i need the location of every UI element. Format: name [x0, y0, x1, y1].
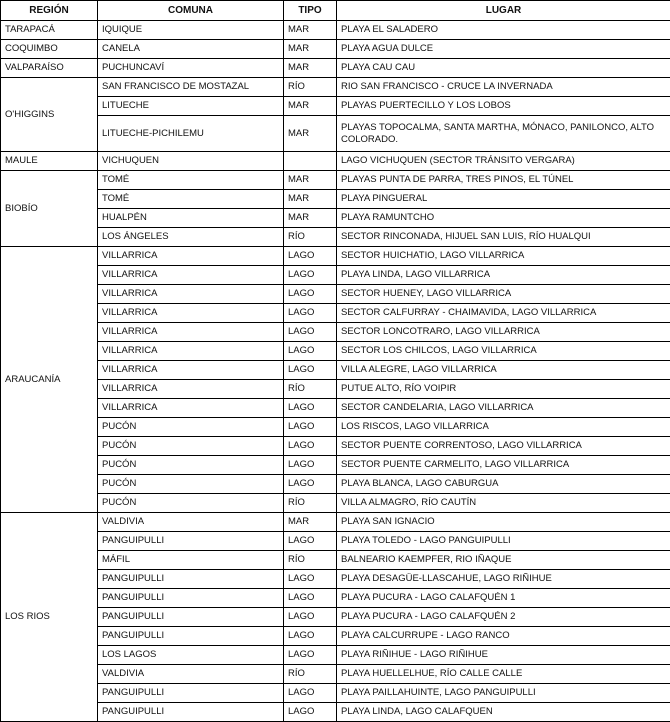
lugar-cell: PLAYA CAU CAU: [337, 59, 670, 78]
comuna-cell: PANGUIPULLI: [98, 570, 284, 589]
table-row: [1, 361, 670, 380]
tipo-cell: RÍO: [284, 665, 337, 684]
region-cell: VALPARAÍSO: [1, 59, 98, 78]
comuna-cell: HUALPÉN: [98, 209, 284, 228]
lugar-cell: PLAYA PINGUERAL: [337, 190, 670, 209]
header-lugar: LUGAR: [337, 1, 670, 21]
tipo-cell: LAGO: [284, 532, 337, 551]
table-row: [1, 304, 670, 323]
lugar-cell: LAGO VICHUQUEN (SECTOR TRÁNSITO VERGARA): [337, 152, 670, 171]
table-row: [1, 703, 670, 722]
table-row: [1, 285, 670, 304]
tipo-cell: LAGO: [284, 703, 337, 722]
lugar-cell: PLAYA BLANCA, LAGO CABURGUA: [337, 475, 670, 494]
table-row: [1, 342, 670, 361]
tipo-cell: LAGO: [284, 437, 337, 456]
lugar-cell: PLAYA LINDA, LAGO VILLARRICA: [337, 266, 670, 285]
table-row: [1, 247, 670, 266]
lugar-cell: PLAYAS TOPOCALMA, SANTA MARTHA, MÓNACO, PANILONCO, ALTO COLORADO.: [337, 116, 670, 152]
comuna-cell: PUCHUNCAVÍ: [98, 59, 284, 78]
comuna-cell: LITUECHE: [98, 97, 284, 116]
table-row: [1, 627, 670, 646]
tipo-cell: [284, 152, 337, 171]
lugar-cell: PLAYA HUELLELHUE, RÍO CALLE CALLE: [337, 665, 670, 684]
comuna-cell: CANELA: [98, 40, 284, 59]
region-cell: COQUIMBO: [1, 40, 98, 59]
lugar-cell: SECTOR CALFURRAY - CHAIMAVIDA, LAGO VILLARRICA: [337, 304, 670, 323]
table-row: [1, 152, 670, 171]
comuna-cell: IQUIQUE: [98, 21, 284, 40]
comuna-cell: VILLARRICA: [98, 342, 284, 361]
comuna-cell: PANGUIPULLI: [98, 627, 284, 646]
region-cell: TARAPACÁ: [1, 21, 98, 40]
lugar-cell: SECTOR PUENTE CORRENTOSO, LAGO VILLARRICA: [337, 437, 670, 456]
tipo-cell: MAR: [284, 209, 337, 228]
table-row: [1, 97, 670, 116]
tipo-cell: LAGO: [284, 304, 337, 323]
lugar-cell: SECTOR LONCOTRARO, LAGO VILLARRICA: [337, 323, 670, 342]
lugar-cell: PLAYAS PUNTA DE PARRA, TRES PINOS, EL TÚNEL: [337, 171, 670, 190]
comuna-cell: TOMÉ: [98, 171, 284, 190]
tipo-cell: MAR: [284, 59, 337, 78]
tipo-cell: LAGO: [284, 589, 337, 608]
lugar-cell: SECTOR CANDELARIA, LAGO VILLARRICA: [337, 399, 670, 418]
comuna-cell: VILLARRICA: [98, 361, 284, 380]
comuna-cell: VILLARRICA: [98, 399, 284, 418]
comuna-cell: MÁFIL: [98, 551, 284, 570]
tipo-cell: MAR: [284, 171, 337, 190]
tipo-cell: RÍO: [284, 551, 337, 570]
tipo-cell: LAGO: [284, 646, 337, 665]
table-row: [1, 190, 670, 209]
table-row: [1, 323, 670, 342]
lugar-cell: PLAYAS PUERTECILLO Y LOS LOBOS: [337, 97, 670, 116]
comuna-cell: PUCÓN: [98, 456, 284, 475]
table-row: [1, 589, 670, 608]
lugar-cell: SECTOR RINCONADA, HIJUEL SAN LUIS, RÍO HUALQUI: [337, 228, 670, 247]
table-row: [1, 59, 670, 78]
tipo-cell: LAGO: [284, 608, 337, 627]
table-body: [1, 21, 670, 722]
table-row: [1, 608, 670, 627]
comuna-cell: PANGUIPULLI: [98, 589, 284, 608]
table-row: [1, 513, 670, 532]
table-row: [1, 475, 670, 494]
comuna-cell: SAN FRANCISCO DE MOSTAZAL: [98, 78, 284, 97]
table-row: [1, 209, 670, 228]
lugar-cell: PLAYA RAMUNTCHO: [337, 209, 670, 228]
comuna-cell: PUCÓN: [98, 437, 284, 456]
comuna-cell: LOS LAGOS: [98, 646, 284, 665]
header-region: REGIÓN: [1, 1, 98, 21]
lugar-cell: PUTUE ALTO, RÍO VOIPIR: [337, 380, 670, 399]
lugar-cell: PLAYA EL SALADERO: [337, 21, 670, 40]
tipo-cell: LAGO: [284, 456, 337, 475]
comuna-cell: PANGUIPULLI: [98, 532, 284, 551]
comuna-cell: VILLARRICA: [98, 380, 284, 399]
tipo-cell: LAGO: [284, 285, 337, 304]
tipo-cell: LAGO: [284, 399, 337, 418]
table-row: [1, 551, 670, 570]
comuna-cell: LOS ÁNGELES: [98, 228, 284, 247]
comuna-cell: VILLARRICA: [98, 247, 284, 266]
lugar-cell: RIO SAN FRANCISCO - CRUCE LA INVERNADA: [337, 78, 670, 97]
comuna-cell: VALDIVIA: [98, 513, 284, 532]
table-row: [1, 532, 670, 551]
table-row: [1, 665, 670, 684]
tipo-cell: LAGO: [284, 684, 337, 703]
lugar-cell: VILLA ALEGRE, LAGO VILLARRICA: [337, 361, 670, 380]
tipo-cell: LAGO: [284, 247, 337, 266]
table-row: [1, 21, 670, 40]
table-row: [1, 646, 670, 665]
table-row: [1, 399, 670, 418]
lugar-cell: LOS RISCOS, LAGO VILLARRICA: [337, 418, 670, 437]
table-row: [1, 437, 670, 456]
tipo-cell: MAR: [284, 513, 337, 532]
lugar-cell: SECTOR HUICHATIO, LAGO VILLARRICA: [337, 247, 670, 266]
table-row: [1, 684, 670, 703]
tipo-cell: MAR: [284, 97, 337, 116]
comuna-cell: LITUECHE-PICHILEMU: [98, 116, 284, 152]
table-row: [1, 570, 670, 589]
tipo-cell: LAGO: [284, 570, 337, 589]
tipo-cell: RÍO: [284, 228, 337, 247]
tipo-cell: MAR: [284, 116, 337, 152]
tipo-cell: LAGO: [284, 342, 337, 361]
comuna-cell: PANGUIPULLI: [98, 684, 284, 703]
header-comuna: COMUNA: [98, 1, 284, 21]
tipo-cell: RÍO: [284, 494, 337, 513]
header-tipo: TIPO: [284, 1, 337, 21]
lugar-cell: PLAYA PAILLAHUINTE, LAGO PANGUIPULLI: [337, 684, 670, 703]
table-row: [1, 40, 670, 59]
comuna-cell: VALDIVIA: [98, 665, 284, 684]
lugar-cell: PLAYA TOLEDO - LAGO PANGUIPULLI: [337, 532, 670, 551]
table-row: [1, 418, 670, 437]
lugar-cell: PLAYA LINDA, LAGO CALAFQUEN: [337, 703, 670, 722]
lugar-cell: PLAYA PUCURA - LAGO CALAFQUÉN 1: [337, 589, 670, 608]
tipo-cell: RÍO: [284, 78, 337, 97]
tipo-cell: LAGO: [284, 475, 337, 494]
table-row: [1, 171, 670, 190]
lugar-cell: BALNEARIO KAEMPFER, RIO IÑAQUE: [337, 551, 670, 570]
comuna-cell: VICHUQUEN: [98, 152, 284, 171]
lugar-cell: PLAYA SAN IGNACIO: [337, 513, 670, 532]
lugar-cell: VILLA ALMAGRO, RÍO CAUTÍN: [337, 494, 670, 513]
lugar-cell: PLAYA DESAGÜE-LLASCAHUE, LAGO RIÑIHUE: [337, 570, 670, 589]
comuna-cell: PUCÓN: [98, 418, 284, 437]
comuna-cell: VILLARRICA: [98, 266, 284, 285]
lugar-cell: PLAYA CALCURRUPE - LAGO RANCO: [337, 627, 670, 646]
lugar-cell: SECTOR PUENTE CARMELITO, LAGO VILLARRICA: [337, 456, 670, 475]
tipo-cell: RÍO: [284, 380, 337, 399]
region-cell: LOS RIOS: [1, 513, 98, 722]
region-cell: ARAUCANÍA: [1, 247, 98, 513]
comuna-cell: VILLARRICA: [98, 304, 284, 323]
tipo-cell: LAGO: [284, 361, 337, 380]
region-cell: O'HIGGINS: [1, 78, 98, 152]
comuna-cell: TOMÉ: [98, 190, 284, 209]
table-row: [1, 456, 670, 475]
header-row: [1, 1, 670, 21]
tipo-cell: LAGO: [284, 627, 337, 646]
comuna-cell: PANGUIPULLI: [98, 703, 284, 722]
tipo-cell: LAGO: [284, 418, 337, 437]
tipo-cell: MAR: [284, 190, 337, 209]
table-row: [1, 228, 670, 247]
table-row: [1, 494, 670, 513]
tipo-cell: MAR: [284, 40, 337, 59]
table-row: [1, 116, 670, 152]
tipo-cell: LAGO: [284, 323, 337, 342]
comuna-cell: VILLARRICA: [98, 323, 284, 342]
comuna-cell: PANGUIPULLI: [98, 608, 284, 627]
table-row: [1, 266, 670, 285]
region-cell: MAULE: [1, 152, 98, 171]
tipo-cell: MAR: [284, 21, 337, 40]
region-cell: BIOBÍO: [1, 171, 98, 247]
tipo-cell: LAGO: [284, 266, 337, 285]
lugar-cell: PLAYA RIÑIHUE - LAGO RIÑIHUE: [337, 646, 670, 665]
lugar-cell: PLAYA PUCURA - LAGO CALAFQUÉN 2: [337, 608, 670, 627]
lugar-cell: SECTOR LOS CHILCOS, LAGO VILLARRICA: [337, 342, 670, 361]
comuna-cell: PUCÓN: [98, 494, 284, 513]
lugar-cell: PLAYA AGUA DULCE: [337, 40, 670, 59]
comuna-cell: VILLARRICA: [98, 285, 284, 304]
lugar-cell: SECTOR HUENEY, LAGO VILLARRICA: [337, 285, 670, 304]
table-row: [1, 78, 670, 97]
table-row: [1, 380, 670, 399]
comuna-cell: PUCÓN: [98, 475, 284, 494]
